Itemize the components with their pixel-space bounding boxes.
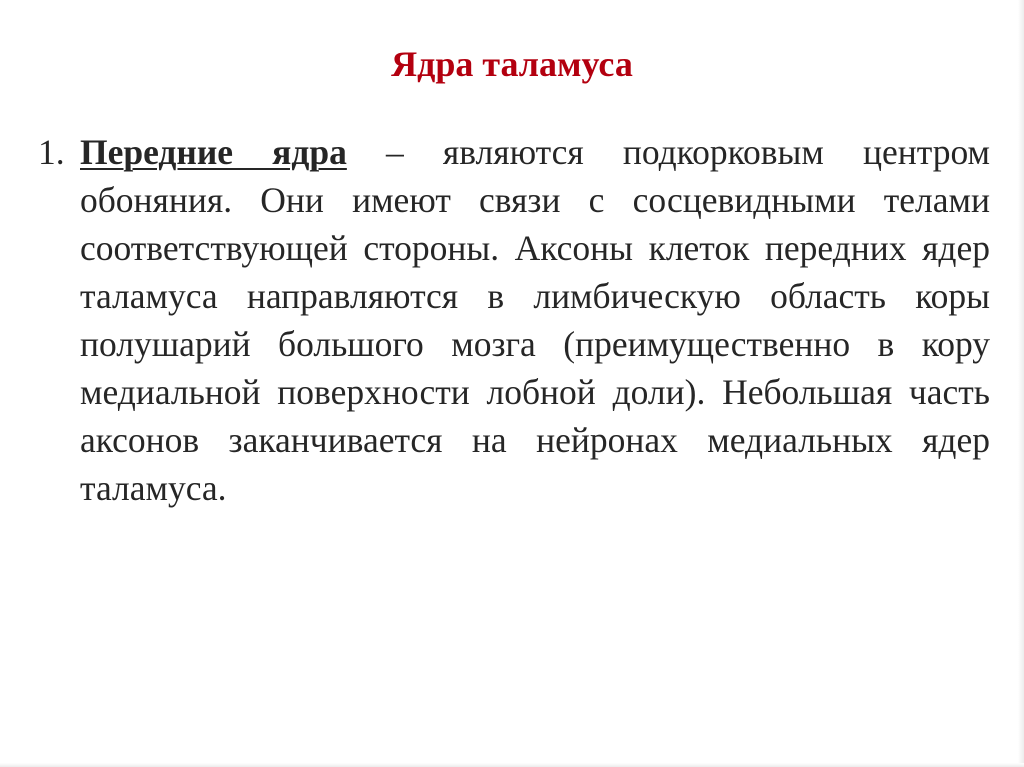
slide-title: Ядра таламуса: [391, 44, 633, 84]
list-item-description: – являются подкорковым центром обоняния. Они имеют связи с сосцевидными телами соответствующей стороны. Аксоны клеток передних ядер таламуса направляются в лимбическую область коры полушарий большого мозга (преимущественно в кору медиальной поверхности лобной доли). Небольшая часть аксонов заканчивается на нейронах медиальных ядер таламуса.: [80, 132, 991, 508]
slide-edge-shadow-right: [1018, 0, 1024, 767]
list-item-term: Передние ядра: [80, 132, 347, 172]
list-item-number: 1.: [38, 132, 65, 172]
list-item-text: [80, 128, 990, 512]
slide-edge-shadow-bottom: [0, 763, 1024, 767]
list-item: [38, 128, 990, 512]
slide-body: [38, 128, 990, 512]
